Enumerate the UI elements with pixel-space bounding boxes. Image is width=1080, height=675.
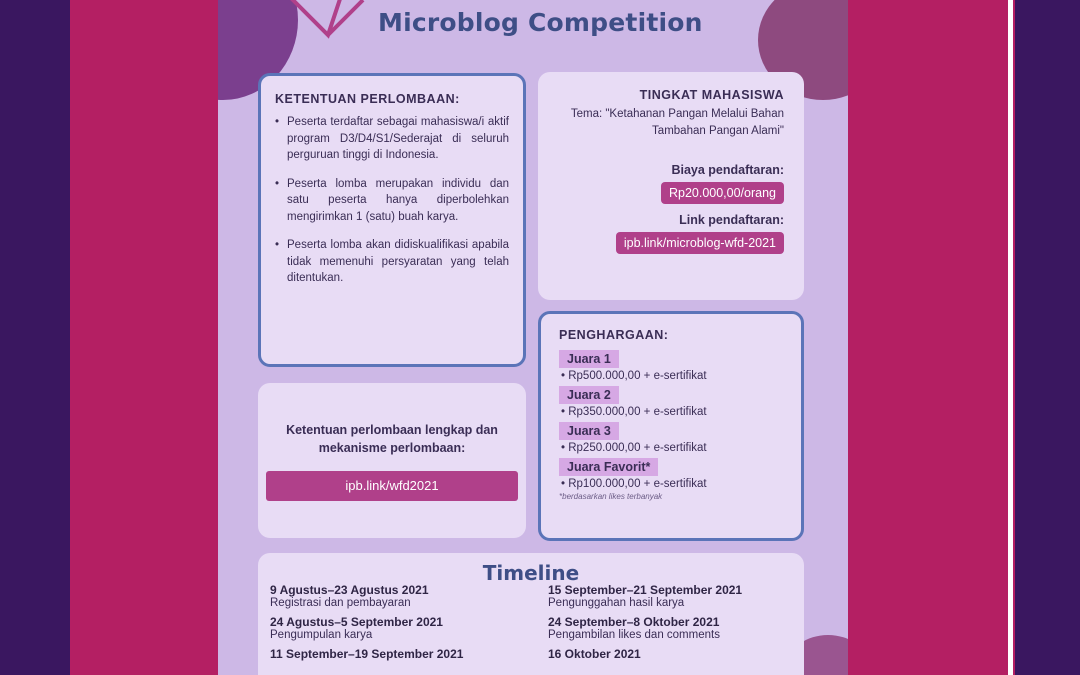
timeline-date: 11 September–19 September 2021 bbox=[270, 647, 464, 661]
rules-heading: KETENTUAN PERLOMBAAN: bbox=[275, 92, 460, 106]
timeline-date: 9 Agustus–23 Agustus 2021 bbox=[270, 583, 429, 597]
timeline-desc: Pengunggahan hasil karya bbox=[548, 597, 685, 609]
right-frame bbox=[1020, 0, 1080, 675]
award-title: Juara 3 bbox=[559, 422, 619, 440]
timeline-date: 15 September–21 September 2021 bbox=[548, 583, 743, 597]
full-rules-text: Ketentuan perlombaan lengkap dan mekanisme perlombaan: bbox=[286, 423, 498, 455]
timeline-desc: Registrasi dan pembayaran bbox=[270, 597, 411, 609]
star-outline-icon bbox=[268, 0, 388, 65]
rule-item: • Peserta lomba merupakan individu dan satu peserta hanya diperbolehkan mengirimkan 1 (satu) buah karya. bbox=[275, 176, 509, 226]
timeline-heading: Timeline bbox=[482, 561, 580, 585]
award-title: Juara Favorit* bbox=[559, 458, 658, 476]
timeline-left-column bbox=[270, 583, 530, 661]
timeline-date: 16 Oktober 2021 bbox=[548, 647, 641, 661]
poster bbox=[218, 0, 848, 675]
award-prize: • Rp100.000,00 + e-sertifikat bbox=[561, 478, 707, 490]
award-prize: • Rp500.000,00 + e-sertifikat bbox=[561, 370, 707, 382]
timeline-desc: Pengambilan likes dan comments bbox=[548, 629, 720, 641]
left-frame bbox=[0, 0, 70, 675]
awards-heading: PENGHARGAAN: bbox=[559, 328, 669, 342]
award-prize: • Rp250.000,00 + e-sertifikat bbox=[561, 442, 707, 454]
info-heading: TINGKAT MAHASISWA bbox=[639, 88, 784, 102]
awards-card bbox=[538, 311, 804, 541]
theme-text: Tema: "Ketahanan Pangan Melalui Bahan Tambahan Pangan Alami" bbox=[570, 108, 784, 137]
full-rules-link[interactable]: ipb.link/wfd2021 bbox=[266, 471, 518, 501]
rules-card bbox=[258, 73, 526, 367]
registration-link[interactable]: ipb.link/microblog-wfd-2021 bbox=[616, 232, 784, 254]
page-title: Microblog Competition bbox=[378, 8, 703, 37]
rules-list bbox=[275, 114, 509, 287]
fee-value: Rp20.000,00/orang bbox=[661, 182, 784, 204]
timeline-right-column bbox=[548, 583, 798, 661]
rule-item: • Peserta lomba akan didiskualifikasi apabila tidak memenuhi persyaratan yang telah ditentukan. bbox=[275, 237, 509, 287]
info-card bbox=[538, 72, 804, 300]
timeline-date: 24 September–8 Oktober 2021 bbox=[548, 615, 720, 629]
rule-item: • Peserta terdaftar sebagai mahasiswa/i aktif program D3/D4/S1/Sederajat di seluruh perguruan tinggi di Indonesia. bbox=[275, 114, 509, 164]
timeline-desc: Pengumpulan karya bbox=[270, 629, 373, 641]
award-title: Juara 1 bbox=[559, 350, 619, 368]
timeline-date: 24 Agustus–5 September 2021 bbox=[270, 615, 443, 629]
awards-note: *berdasarkan likes terbanyak bbox=[559, 492, 663, 501]
link-label: Link pendaftaran: bbox=[679, 213, 784, 227]
full-rules-card bbox=[258, 383, 526, 538]
award-title: Juara 2 bbox=[559, 386, 619, 404]
award-prize: • Rp350.000,00 + e-sertifikat bbox=[561, 406, 707, 418]
fee-label: Biaya pendaftaran: bbox=[671, 163, 784, 177]
white-stripe bbox=[1008, 0, 1013, 675]
timeline-card bbox=[258, 553, 804, 675]
